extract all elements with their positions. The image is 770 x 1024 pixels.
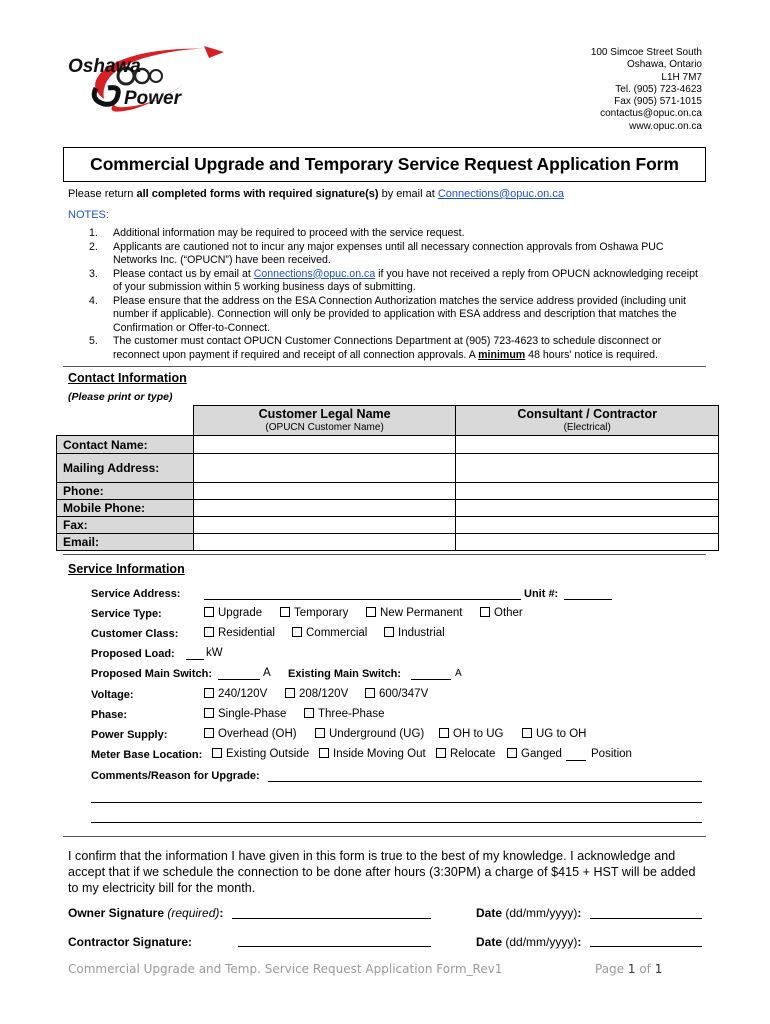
return-email-link[interactable]: Connections@opuc.on.ca [437, 188, 564, 200]
consultant-fax-field[interactable] [456, 517, 719, 534]
checkbox[interactable] [204, 728, 214, 738]
contact-section-heading: Contact Information [68, 371, 187, 385]
notes-list [89, 227, 704, 362]
consultant-header: Consultant / Contractor (Electrical) [456, 406, 719, 436]
service-address-label: Service Address: [91, 588, 181, 600]
voltage-600-347[interactable]: 600/347V [365, 688, 428, 700]
existing-main-switch-field[interactable] [411, 679, 451, 680]
contractor-signature-field[interactable] [238, 946, 431, 947]
footer-form-name: Commercial Upgrade and Temp. Service Request Application Form_Rev1 [68, 962, 503, 976]
checkbox[interactable] [507, 748, 517, 758]
service-type-new-permanent[interactable]: New Permanent [366, 607, 462, 619]
phase-label: Phase: [91, 709, 128, 721]
meter-position-label: Position [591, 748, 632, 760]
customer-email-field[interactable] [193, 534, 456, 551]
supply-overhead[interactable]: Overhead (OH) [204, 728, 297, 740]
notes-label: NOTES: [68, 209, 109, 221]
power-supply-label: Power Supply: [91, 729, 168, 741]
supply-oh-to-ug[interactable]: OH to UG [439, 728, 503, 740]
checkbox[interactable] [315, 728, 325, 738]
checkbox[interactable] [212, 748, 222, 758]
customer-contact-name-field[interactable] [193, 436, 456, 454]
footer-page-number: Page 1 of 1 [595, 962, 663, 976]
address-website[interactable]: www.opuc.on.ca [629, 120, 702, 132]
service-type-temporary[interactable]: Temporary [280, 607, 348, 619]
voltage-240-120[interactable]: 240/120V [204, 688, 267, 700]
proposed-main-switch-field[interactable] [218, 679, 260, 680]
voltage-208-120[interactable]: 208/120V [285, 688, 348, 700]
contact-table [56, 405, 719, 551]
meter-ganged[interactable]: Ganged [507, 748, 562, 760]
customer-phone-field[interactable] [193, 483, 456, 500]
owner-signature-field[interactable] [232, 918, 431, 919]
checkbox[interactable] [319, 748, 329, 758]
checkbox[interactable] [522, 728, 532, 738]
contact-name-label: Contact Name: [57, 436, 194, 454]
comments-label: Comments/Reason for Upgrade: [91, 770, 260, 782]
address-phone: Tel. (905) 723-4623 [615, 83, 702, 95]
return-mid: by email at [378, 188, 438, 200]
form-title: Commercial Upgrade and Temporary Service Request Application Form [63, 147, 706, 182]
logo-word-power: Power [124, 88, 182, 109]
consultant-email-field[interactable] [456, 534, 719, 551]
note-item: 2. Applicants are cautioned not to incur any major expenses until all necessary connection approvals from Oshawa PUC Networks Inc. (“OPUCN”) have been received. [89, 240, 664, 266]
owner-date-field[interactable] [590, 918, 702, 919]
comments-field-line-2[interactable] [91, 802, 702, 803]
checkbox[interactable] [285, 688, 295, 698]
contact-subheading: (Please print or type) [68, 391, 173, 403]
checkbox[interactable] [384, 627, 394, 637]
customer-name-header: Customer Legal Name (OPUCN Customer Name) [193, 406, 456, 436]
ganged-position-field[interactable] [566, 760, 586, 761]
class-commercial[interactable]: Commercial [292, 627, 367, 639]
return-bold: all completed forms with required signature(s) [136, 188, 379, 200]
address-email[interactable]: contactus@opuc.on.ca [600, 108, 702, 120]
service-address-field[interactable] [204, 599, 521, 600]
existing-switch-unit: A [455, 668, 462, 679]
email-label: Email: [57, 534, 194, 551]
consultant-mobile-field[interactable] [456, 500, 719, 517]
address-line: 100 Simcoe Street South [590, 47, 702, 58]
owner-date-label: Date (dd/mm/yyyy): [476, 906, 582, 920]
phase-single[interactable]: Single-Phase [204, 708, 286, 720]
address-fax: Fax (905) 571-1015 [614, 96, 702, 108]
logo-word-oshawa: Oshawa [68, 56, 141, 77]
checkbox[interactable] [366, 607, 376, 617]
company-logo [64, 44, 240, 116]
checkbox[interactable] [204, 627, 214, 637]
voltage-label: Voltage: [91, 689, 134, 701]
company-address [591, 47, 702, 133]
meter-relocate[interactable]: Relocate [436, 748, 495, 760]
checkbox[interactable] [304, 708, 314, 718]
meter-inside-moving-out[interactable]: Inside Moving Out [319, 748, 426, 760]
address-line: Oshawa, Ontario [626, 59, 702, 71]
existing-main-switch-label: Existing Main Switch: [288, 668, 402, 680]
fax-label: Fax: [57, 517, 194, 534]
meter-existing-outside[interactable]: Existing Outside [212, 748, 309, 760]
consultant-phone-field[interactable] [456, 483, 719, 500]
checkbox[interactable] [204, 607, 214, 617]
phase-three[interactable]: Three-Phase [304, 708, 384, 720]
customer-mobile-field[interactable] [193, 500, 456, 517]
checkbox[interactable] [365, 688, 375, 698]
supply-ug-to-oh[interactable]: UG to OH [522, 728, 586, 740]
service-type-upgrade[interactable]: Upgrade [204, 607, 262, 619]
mobile-phone-label: Mobile Phone: [57, 500, 194, 517]
contractor-date-label: Date (dd/mm/yyyy): [476, 935, 582, 949]
class-residential[interactable]: Residential [204, 627, 275, 639]
proposed-load-field[interactable] [186, 659, 204, 660]
proposed-main-switch-label: Proposed Main Switch: [91, 668, 213, 680]
return-prefix: Please return [68, 188, 137, 200]
class-industrial[interactable]: Industrial [384, 627, 445, 639]
divider [63, 366, 706, 367]
phone-label: Phone: [57, 483, 194, 500]
checkbox[interactable] [292, 627, 302, 637]
meter-base-label: Meter Base Location: [91, 749, 203, 761]
service-type-label: Service Type: [91, 608, 162, 620]
customer-mailing-address-field[interactable] [193, 454, 456, 483]
note-item: 3. Please contact us by email at Connections@opuc.on.ca if you have not received a reply from OPUCN acknowledging receipt of your submission within 5 working business days of submitting. [89, 267, 698, 293]
unit-field[interactable] [564, 599, 612, 600]
load-unit: kW [206, 647, 223, 659]
divider [63, 836, 706, 837]
checkbox[interactable] [480, 607, 490, 617]
supply-underground[interactable]: Underground (UG) [315, 728, 424, 740]
note-item: 1. Additional information may be required to proceed with the service request. [89, 227, 465, 239]
checkbox[interactable] [439, 728, 449, 738]
service-section-heading: Service Information [68, 562, 185, 576]
confirmation-statement: I confirm that the information I have given in this form is true to the best of my knowledge. I acknowledge and accept that if we schedule the connection to be done after hours (3:30PM) a charge of $415 + HST will be added to my electricity bill for the month. [68, 849, 696, 895]
divider [63, 554, 706, 555]
address-line: L1H 7M7 [661, 71, 702, 83]
comments-field-line-3[interactable] [91, 822, 702, 823]
customer-fax-field[interactable] [193, 517, 456, 534]
proposed-load-label: Proposed Load: [91, 648, 175, 660]
contractor-signature-label: Contractor Signature: [68, 935, 193, 949]
checkbox[interactable] [436, 748, 446, 758]
consultant-mailing-address-field[interactable] [456, 454, 719, 483]
checkbox[interactable] [204, 688, 214, 698]
note-email-link[interactable]: Connections@opuc.on.ca [253, 267, 376, 280]
unit-label: Unit #: [524, 588, 559, 600]
contractor-date-field[interactable] [590, 946, 702, 947]
service-type-other[interactable]: Other [480, 607, 523, 619]
note-item: 4. Please ensure that the address on the ESA Connection Authorization matches the service address provided (including unit number if applicable). Connection will only be provided to application with ESA address and description that matches the Confirmation or Offer-to-Connect. [89, 294, 686, 334]
checkbox[interactable] [280, 607, 290, 617]
comments-field-line-1[interactable] [268, 781, 702, 782]
checkbox[interactable] [204, 708, 214, 718]
customer-class-label: Customer Class: [91, 628, 179, 640]
note-item: 5. The customer must contact OPUCN Customer Connections Department at (905) 723-4623 to schedule disconnect or reconnect upon payment if required and receipt of all connection approvals. A minimum 48 hours' notice is required. [89, 335, 662, 361]
owner-signature-label: Owner Signature (required): [68, 906, 224, 920]
consultant-contact-name-field[interactable] [456, 436, 719, 454]
mailing-address-label: Mailing Address: [57, 454, 194, 483]
return-instructions [68, 188, 564, 200]
main-switch-unit: A [263, 667, 271, 679]
